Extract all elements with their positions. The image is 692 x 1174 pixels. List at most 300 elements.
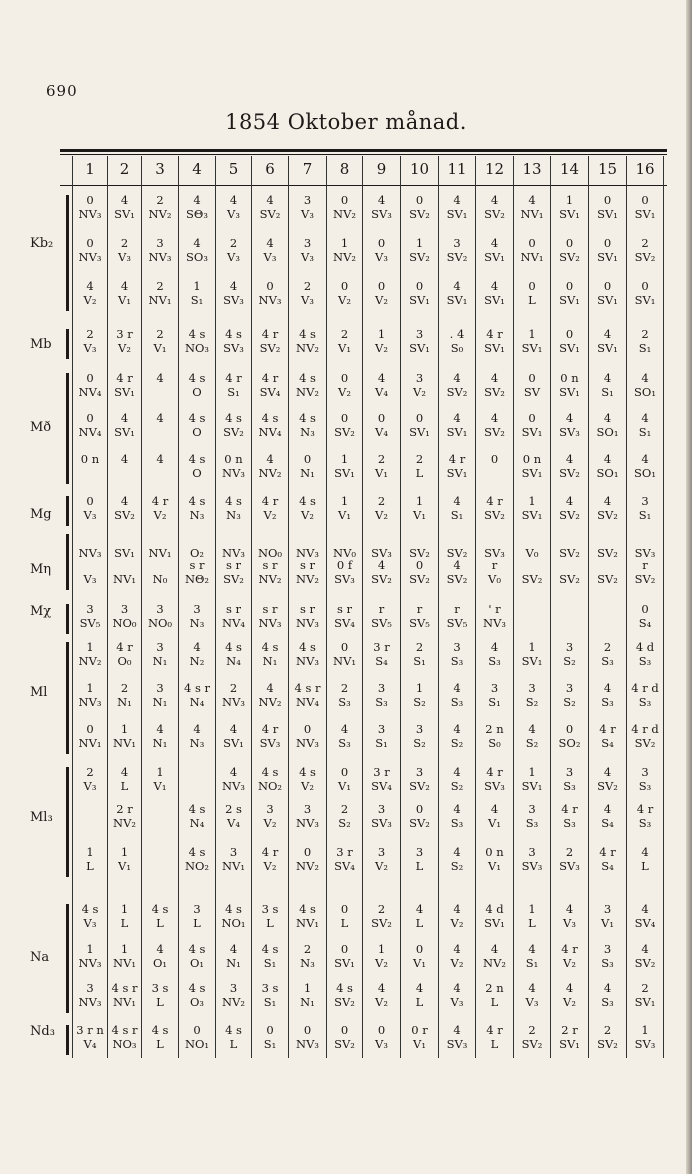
cloud-value: 3 s bbox=[151, 981, 169, 995]
cloud-value: 1 bbox=[193, 279, 201, 293]
cloud-value: 4 bbox=[490, 236, 499, 250]
cloud-value: 3 bbox=[86, 981, 94, 995]
cloud-value: 4 r bbox=[561, 942, 578, 956]
cloud-value bbox=[142, 802, 178, 816]
cloud-value: 3 bbox=[565, 765, 574, 779]
cloud-value: 3 bbox=[528, 681, 536, 695]
cloud-value: 4 bbox=[603, 765, 612, 779]
wind-value: S₁ bbox=[638, 341, 652, 355]
observation-cell bbox=[551, 327, 588, 355]
cloud-value: 3 bbox=[193, 902, 201, 916]
wind-value: S₃ bbox=[450, 695, 464, 709]
observation-cell bbox=[216, 532, 251, 560]
observation-cell bbox=[363, 558, 400, 586]
cloud-value: 3 r bbox=[336, 845, 353, 859]
wind-value: S₁ bbox=[450, 508, 464, 522]
cloud-value: 4 r bbox=[116, 371, 133, 385]
observation-cell bbox=[439, 722, 475, 750]
observation-cell bbox=[179, 494, 215, 522]
station-label: Mη bbox=[30, 562, 52, 577]
wind-value: S₃ bbox=[563, 816, 576, 830]
cloud-value: 4 bbox=[453, 981, 461, 995]
day-header: 3 bbox=[155, 160, 165, 178]
observation-cell bbox=[216, 558, 251, 586]
observation-cell bbox=[216, 452, 251, 480]
wind-value: SV₁ bbox=[597, 341, 618, 355]
wind-value: S₃ bbox=[601, 995, 614, 1009]
cloud-value: 4 bbox=[453, 722, 461, 736]
observation-cell bbox=[476, 532, 513, 560]
observation-cell bbox=[252, 532, 288, 560]
cloud-value: 3 bbox=[490, 681, 499, 695]
wind-value: SV₁ bbox=[597, 293, 618, 307]
cloud-value: 4 r bbox=[116, 640, 133, 654]
observation-cell bbox=[73, 681, 107, 709]
wind-value: NO₁ bbox=[221, 916, 246, 930]
cloud-value: s r bbox=[299, 602, 316, 616]
observation-cell bbox=[551, 371, 588, 399]
wind-value: V₂ bbox=[301, 508, 314, 522]
observation-cell bbox=[514, 411, 550, 439]
day-header: 7 bbox=[302, 160, 313, 178]
observation-cell bbox=[142, 802, 178, 830]
observation-cell bbox=[589, 371, 626, 399]
cloud-value bbox=[216, 532, 251, 546]
observation-cell bbox=[289, 532, 326, 560]
observation-cell bbox=[289, 942, 326, 970]
observation-cell bbox=[551, 452, 588, 480]
observation-cell bbox=[179, 602, 215, 630]
observation-cell bbox=[476, 452, 513, 480]
observation-cell bbox=[179, 942, 215, 970]
observation-cell bbox=[514, 193, 550, 221]
cloud-value: 4 r d bbox=[631, 722, 659, 736]
wind-value: N₀ bbox=[152, 572, 168, 586]
observation-cell bbox=[252, 1023, 288, 1051]
observation-cell bbox=[179, 279, 215, 307]
wind-value: NV₁ bbox=[113, 956, 136, 970]
day-header: 6 bbox=[265, 160, 275, 178]
wind-value: V₃ bbox=[83, 779, 97, 793]
observation-cell bbox=[439, 902, 475, 930]
cloud-value: 4 bbox=[377, 558, 386, 572]
wind-value: L bbox=[156, 995, 164, 1009]
day-header: 13 bbox=[522, 160, 542, 178]
cloud-value: 4 s bbox=[188, 981, 206, 995]
cloud-value: 4 r bbox=[561, 802, 578, 816]
observation-cell bbox=[179, 640, 215, 668]
cloud-value bbox=[514, 558, 550, 572]
cloud-value: 4 bbox=[565, 981, 574, 995]
wind-value: NV₂ bbox=[258, 466, 282, 480]
wind-value: NV₃ bbox=[78, 956, 102, 970]
cloud-value: 4 bbox=[641, 942, 649, 956]
cloud-value: 4 s bbox=[151, 902, 169, 916]
cloud-value: 0 bbox=[340, 1023, 349, 1037]
wind-value: SV₂ bbox=[446, 572, 468, 586]
day-header: 12 bbox=[484, 160, 505, 178]
wind-value: S₃ bbox=[338, 736, 351, 750]
wind-value: SV₅ bbox=[409, 616, 430, 630]
observation-cell bbox=[216, 845, 251, 873]
cloud-value: 4 s bbox=[299, 640, 316, 654]
observation-cell bbox=[73, 279, 107, 307]
wind-value: V₂ bbox=[375, 995, 388, 1009]
observation-cell bbox=[73, 981, 107, 1009]
observation-cell bbox=[73, 532, 107, 560]
observation-cell bbox=[363, 845, 400, 873]
cloud-value: 0 bbox=[86, 494, 94, 508]
wind-value: V₂ bbox=[83, 293, 97, 307]
wind-value: NV₃ bbox=[296, 736, 319, 750]
wind-value: V₂ bbox=[375, 859, 388, 873]
cloud-value: 2 r bbox=[561, 1023, 578, 1037]
wind-value: S₄ bbox=[375, 654, 388, 668]
cloud-value: 4 bbox=[603, 494, 612, 508]
station-label: Ml₃ bbox=[30, 810, 53, 825]
cloud-value: 4 bbox=[565, 411, 574, 425]
observation-cell bbox=[179, 558, 215, 586]
wind-value: NV₂ bbox=[296, 385, 319, 399]
station-label: Na bbox=[30, 950, 50, 965]
wind-value: V₄ bbox=[375, 425, 388, 439]
observation-cell bbox=[401, 558, 438, 586]
cloud-value: 2 bbox=[120, 236, 129, 250]
observation-cell bbox=[589, 279, 626, 307]
cloud-value: 4 bbox=[453, 802, 461, 816]
observation-cell bbox=[551, 942, 588, 970]
cloud-value bbox=[289, 532, 326, 546]
observation-cell bbox=[589, 602, 626, 630]
observation-cell bbox=[476, 327, 513, 355]
wind-value: L bbox=[156, 1037, 164, 1051]
wind-value: V₃ bbox=[263, 250, 277, 264]
wind-value: S₂ bbox=[413, 695, 426, 709]
wind-value: SV₃ bbox=[446, 1037, 468, 1051]
wind-value: V₂ bbox=[563, 956, 576, 970]
observation-cell bbox=[289, 411, 326, 439]
cloud-value: 4 bbox=[641, 411, 649, 425]
wind-value: SO₃ bbox=[186, 250, 208, 264]
wind-value: V₂ bbox=[413, 385, 426, 399]
wind-value: N₁ bbox=[152, 695, 168, 709]
wind-value: SV₁ bbox=[114, 425, 135, 439]
observation-cell bbox=[179, 371, 215, 399]
cloud-value bbox=[551, 558, 588, 572]
cloud-value: 2 bbox=[641, 981, 649, 995]
observation-cell bbox=[179, 236, 215, 264]
cloud-value bbox=[551, 532, 588, 546]
observation-cell bbox=[551, 802, 588, 830]
observation-cell bbox=[627, 802, 663, 830]
cloud-value: 4 bbox=[156, 942, 164, 956]
day-header: 10 bbox=[409, 160, 430, 178]
wind-value: NV₁ bbox=[148, 293, 172, 307]
wind-value: N₃ bbox=[300, 425, 315, 439]
observation-cell bbox=[108, 558, 141, 586]
wind-value: N₃ bbox=[189, 508, 205, 522]
observation-cell bbox=[179, 532, 215, 560]
cloud-value: 4 bbox=[340, 722, 349, 736]
wind-value: S₁ bbox=[601, 385, 614, 399]
wind-value: V₃ bbox=[450, 995, 464, 1009]
wind-value: SV₁ bbox=[409, 293, 430, 307]
cloud-value bbox=[589, 558, 626, 572]
cloud-value: 4 r bbox=[261, 845, 279, 859]
observation-cell bbox=[439, 765, 475, 793]
wind-value: L bbox=[120, 916, 129, 930]
wind-value: SV₅ bbox=[371, 616, 392, 630]
cloud-value: s r bbox=[262, 602, 278, 616]
cloud-value bbox=[514, 532, 550, 546]
cloud-value: 4 bbox=[490, 371, 499, 385]
wind-value: NV₃ bbox=[258, 616, 282, 630]
top-rule-thin bbox=[60, 154, 667, 155]
wind-value: L bbox=[86, 859, 94, 873]
cloud-value: 0 bbox=[86, 722, 94, 736]
observation-cell bbox=[476, 802, 513, 830]
observation-cell bbox=[627, 1023, 663, 1051]
cloud-value: 2 bbox=[86, 765, 94, 779]
cloud-value: 3 bbox=[156, 640, 164, 654]
cloud-value: 4 s bbox=[225, 327, 242, 341]
observation-cell bbox=[216, 279, 251, 307]
wind-value: SV₂ bbox=[484, 425, 505, 439]
cloud-value: 0 bbox=[528, 371, 536, 385]
observation-cell bbox=[589, 902, 626, 930]
wind-value: N₁ bbox=[300, 995, 315, 1009]
cloud-value: 0 bbox=[340, 371, 349, 385]
observation-cell bbox=[327, 1023, 362, 1051]
wind-value: O bbox=[192, 425, 202, 439]
wind-value: S₁ bbox=[375, 736, 388, 750]
day-header: 9 bbox=[376, 160, 387, 178]
observation-cell bbox=[252, 981, 288, 1009]
wind-value: NV₂ bbox=[483, 956, 506, 970]
cloud-value: 4 bbox=[490, 411, 499, 425]
observation-cell bbox=[142, 902, 178, 930]
cloud-value: 2 bbox=[303, 942, 312, 956]
wind-value bbox=[179, 779, 215, 793]
observation-cell bbox=[363, 452, 400, 480]
day-header: 8 bbox=[339, 160, 350, 178]
day-header: 11 bbox=[447, 160, 467, 178]
wind-value: V₁ bbox=[413, 956, 426, 970]
observation-cell bbox=[439, 602, 475, 630]
wind-value: S₂ bbox=[450, 859, 464, 873]
wind-value: V₂ bbox=[563, 995, 576, 1009]
cloud-value: 3 bbox=[528, 802, 536, 816]
wind-value: SO₁ bbox=[596, 466, 619, 480]
wind-value: O₁ bbox=[189, 956, 205, 970]
cloud-value: 4 bbox=[229, 722, 238, 736]
observation-cell bbox=[514, 452, 550, 480]
cloud-value: 4 r bbox=[261, 371, 279, 385]
cloud-value: 4 bbox=[528, 722, 536, 736]
wind-value: SV₂ bbox=[597, 508, 618, 522]
cloud-value: 1 bbox=[86, 942, 94, 956]
cloud-value: . 4 bbox=[449, 327, 465, 341]
observation-cell bbox=[476, 845, 513, 873]
wind-value: SV₁ bbox=[521, 779, 543, 793]
cloud-value: 4 s bbox=[81, 902, 99, 916]
wind-value: S₀ bbox=[488, 736, 501, 750]
observation-cell bbox=[589, 193, 626, 221]
cloud-value: 4 s bbox=[188, 411, 206, 425]
cloud-value: 0 bbox=[86, 193, 94, 207]
cloud-value: 4 bbox=[453, 279, 461, 293]
wind-value: NV₃ bbox=[78, 207, 102, 221]
wind-value: SV₂ bbox=[259, 341, 281, 355]
cloud-value bbox=[363, 532, 400, 546]
observation-cell bbox=[252, 902, 288, 930]
wind-value: L bbox=[415, 466, 424, 480]
wind-value: SV₁ bbox=[559, 1037, 580, 1051]
wind-value: SV₃ bbox=[521, 859, 543, 873]
wind-value bbox=[142, 466, 178, 480]
observation-cell bbox=[627, 411, 663, 439]
cloud-value: 4 bbox=[490, 802, 499, 816]
observation-cell bbox=[179, 845, 215, 873]
wind-value: NO₂ bbox=[184, 859, 210, 873]
observation-cell bbox=[363, 411, 400, 439]
observation-cell bbox=[439, 532, 475, 560]
wind-value: SV₂ bbox=[334, 425, 355, 439]
wind-value: S₃ bbox=[638, 779, 652, 793]
wind-value: S₁ bbox=[638, 508, 652, 522]
observation-cell bbox=[551, 640, 588, 668]
observation-cell bbox=[627, 602, 663, 630]
wind-value: NV₃ bbox=[258, 293, 282, 307]
observation-cell bbox=[363, 602, 400, 630]
wind-value: L bbox=[415, 916, 424, 930]
wind-value bbox=[476, 466, 513, 480]
cloud-value: 4 bbox=[453, 845, 461, 859]
observation-cell bbox=[476, 902, 513, 930]
wind-value: V₂ bbox=[375, 956, 388, 970]
observation-cell bbox=[514, 532, 550, 560]
cloud-value: 4 s bbox=[188, 802, 206, 816]
observation-cell bbox=[401, 722, 438, 750]
observation-cell bbox=[476, 640, 513, 668]
observation-cell bbox=[179, 765, 215, 793]
cloud-value: 4 bbox=[377, 981, 386, 995]
cloud-value: 3 s bbox=[261, 902, 279, 916]
observation-cell bbox=[142, 640, 178, 668]
cloud-value: 1 bbox=[340, 236, 349, 250]
wind-value: S₃ bbox=[450, 816, 464, 830]
brace-mark bbox=[66, 496, 69, 526]
wind-value: SV₂ bbox=[409, 546, 430, 560]
observation-cell bbox=[401, 942, 438, 970]
cloud-value: 4 r d bbox=[631, 681, 659, 695]
observation-cell bbox=[401, 845, 438, 873]
wind-value: NV₃ bbox=[78, 250, 102, 264]
wind-value: SV₂ bbox=[446, 385, 468, 399]
observation-cell bbox=[401, 1023, 438, 1051]
cloud-value: 4 s bbox=[225, 494, 242, 508]
observation-cell bbox=[289, 765, 326, 793]
observation-cell bbox=[179, 327, 215, 355]
cloud-value: 0 f bbox=[336, 558, 353, 572]
cloud-value: 2 bbox=[603, 640, 612, 654]
cloud-value: s r bbox=[225, 602, 242, 616]
observation-cell bbox=[476, 981, 513, 1009]
observation-cell bbox=[439, 279, 475, 307]
observation-cell bbox=[108, 452, 141, 480]
cloud-value bbox=[142, 532, 178, 546]
station-label: Mχ bbox=[30, 604, 52, 619]
wind-value: L bbox=[193, 916, 201, 930]
cloud-value: 2 bbox=[120, 681, 129, 695]
wind-value: V₁ bbox=[488, 816, 501, 830]
observation-cell bbox=[439, 802, 475, 830]
observation-cell bbox=[439, 981, 475, 1009]
wind-value: SV₁ bbox=[446, 466, 468, 480]
wind-value: SV₄ bbox=[334, 859, 355, 873]
observation-cell bbox=[252, 845, 288, 873]
observation-cell bbox=[73, 722, 107, 750]
observation-cell bbox=[551, 765, 588, 793]
observation-cell bbox=[627, 558, 663, 586]
observation-cell bbox=[589, 532, 626, 560]
wind-value: SV₁ bbox=[114, 546, 135, 560]
cloud-value bbox=[179, 532, 215, 546]
cloud-value: 0 bbox=[377, 236, 386, 250]
wind-value: V₃ bbox=[227, 250, 240, 264]
wind-value: S₁ bbox=[190, 293, 204, 307]
cloud-value: r bbox=[491, 558, 498, 572]
cloud-value: 4 r bbox=[261, 722, 279, 736]
observation-cell bbox=[252, 722, 288, 750]
observation-cell bbox=[401, 236, 438, 264]
wind-value: V₁ bbox=[488, 859, 501, 873]
cloud-value: 4 s bbox=[225, 902, 242, 916]
observation-cell bbox=[363, 494, 400, 522]
cloud-value: 2 bbox=[229, 681, 238, 695]
observation-cell bbox=[401, 452, 438, 480]
cloud-value: 0 bbox=[193, 1023, 201, 1037]
observation-cell bbox=[476, 279, 513, 307]
wind-value: S₃ bbox=[450, 654, 464, 668]
cloud-value bbox=[439, 532, 475, 546]
cloud-value: 4 bbox=[377, 371, 386, 385]
cloud-value: 2 bbox=[528, 1023, 536, 1037]
day-header: 14 bbox=[559, 160, 580, 178]
wind-value: NO₀ bbox=[112, 616, 137, 630]
wind-value: NO₀ bbox=[257, 546, 283, 560]
cloud-value: 4 s bbox=[188, 845, 206, 859]
cloud-value: 4 bbox=[156, 371, 164, 385]
cloud-value: 0 n bbox=[485, 845, 504, 859]
cloud-value: r bbox=[642, 558, 648, 572]
cloud-value: 4 bbox=[453, 902, 461, 916]
station-label: Mg bbox=[30, 507, 52, 522]
wind-value: V₁ bbox=[153, 341, 167, 355]
observation-cell bbox=[363, 640, 400, 668]
brace-mark bbox=[66, 767, 69, 877]
wind-value bbox=[142, 385, 178, 399]
observation-cell bbox=[216, 802, 251, 830]
observation-cell bbox=[142, 1023, 178, 1051]
observation-cell bbox=[73, 942, 107, 970]
wind-value: NV₁ bbox=[333, 654, 356, 668]
cloud-value: 0 bbox=[415, 193, 424, 207]
observation-cell bbox=[327, 981, 362, 1009]
cloud-value: 2 bbox=[340, 327, 349, 341]
wind-value: SV₂ bbox=[484, 508, 505, 522]
cloud-value: 4 bbox=[490, 942, 499, 956]
